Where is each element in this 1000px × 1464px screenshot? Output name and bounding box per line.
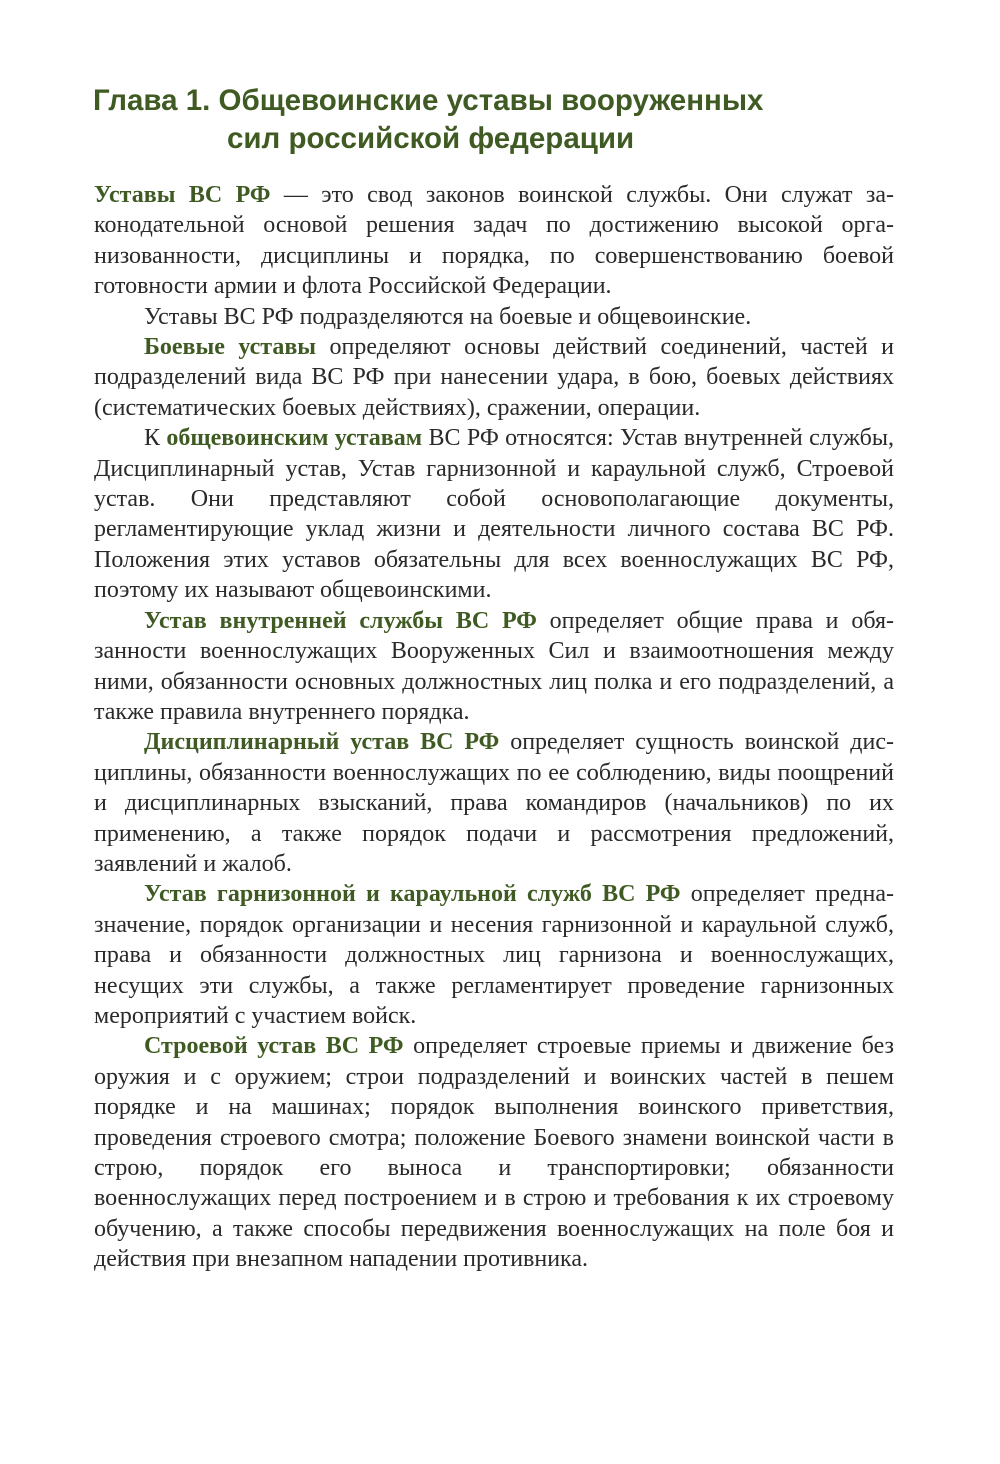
term: Строевой устав ВС РФ [144, 1033, 404, 1060]
chapter-title-line1: Глава 1. Общевоинские уставы вооруженных [93, 84, 764, 117]
paragraph-text: определяют основы действий соединений, частей и подразделений вида ВС РФ при нанесении удара, в бою, боевых действиях (систематических боевых действиях), сражении, операции. [94, 334, 894, 421]
paragraph-text: — это свод законов воинской службы. Они служат законодательной основой решения задач по достижению высокой организованности, дисциплины и порядка, по совершенствованию боевой готовности армии и флота Российской Федерации. [94, 182, 894, 300]
chapter-title-line2: сил российской федерации [227, 122, 635, 155]
paragraph-charters-types [94, 302, 894, 332]
term: Уставы ВС РФ [94, 182, 271, 208]
paragraph-text: определяет строевые приемы и движение без оружия и с оружием; строи подразделений и воинских частей в пешем порядке и на машинах; порядок выполнения воинского приветствия, проведения строевого смотра; положение Боевого знамени воинской части в строю, порядок его выноса и транспортировки; обязанности военнослужащих перед построением и в строю и требования к их строевому обучению, а также способы передвижения военнослужащих на поле боя и действия при внезапном нападении противника. [94, 1033, 894, 1273]
paragraph-garrison-guard-charter [94, 879, 894, 1031]
chapter-body [94, 180, 894, 1275]
paragraph-internal-service-charter [94, 606, 894, 728]
term: общевоинским уставам [166, 425, 423, 452]
paragraph-lead: К [144, 425, 167, 452]
paragraph-text: определяет общие права и обязанности военнослужащих Вооруженных Сил и взаимоотношения между ними, обязанности основных должностных лиц полка и его подразделений, а также правила внутреннего порядка. [94, 607, 894, 725]
paragraph-disciplinary-charter [94, 727, 894, 879]
paragraph-general-charters [94, 423, 894, 605]
paragraph-combat-charters [94, 332, 894, 423]
paragraph-text: определяет сущность воинской дисциплины, обязанности военнослужащих по ее соблюдению, виды поощрений и дисциплинарных взысканий, права командиров (начальников) по их применению, а также порядок подачи и рассмотрения предложений, заявлений и жалоб. [94, 729, 894, 877]
paragraph-text: определяет предназначение, порядок организации и несения гарнизонной и караульной служб, права и обязанности должностных лиц гарнизона и военнослужащих, несущих эти службы, а также регламентирует проведение гарнизонных мероприятий с участием войск. [94, 881, 894, 1029]
term: Устав внутренней службы ВС РФ [144, 607, 537, 634]
paragraph-drill-charter [94, 1031, 894, 1274]
term: Боевые уставы [144, 334, 317, 361]
term: Дисциплинарный устав ВС РФ [144, 729, 500, 756]
chapter-title [93, 82, 913, 158]
paragraph-text: ВС РФ относятся: Устав внутренней службы, Дисциплинарный устав, Устав гарнизонной и караульной служб, Строевой устав. Они представляют собой основополагающие документы, регламентирующие уклад жизни и деятельности личного состава ВС РФ. Положения этих уставов обязательны для всех военнослужащих ВС РФ, поэтому их называют общевоинскими. [94, 425, 894, 604]
term: Устав гарнизонной и караульной служб ВС РФ [144, 881, 681, 908]
paragraph-charters-definition [94, 180, 894, 302]
paragraph-text: Уставы ВС РФ подразделяются на боевые и общевоинские. [144, 303, 752, 330]
